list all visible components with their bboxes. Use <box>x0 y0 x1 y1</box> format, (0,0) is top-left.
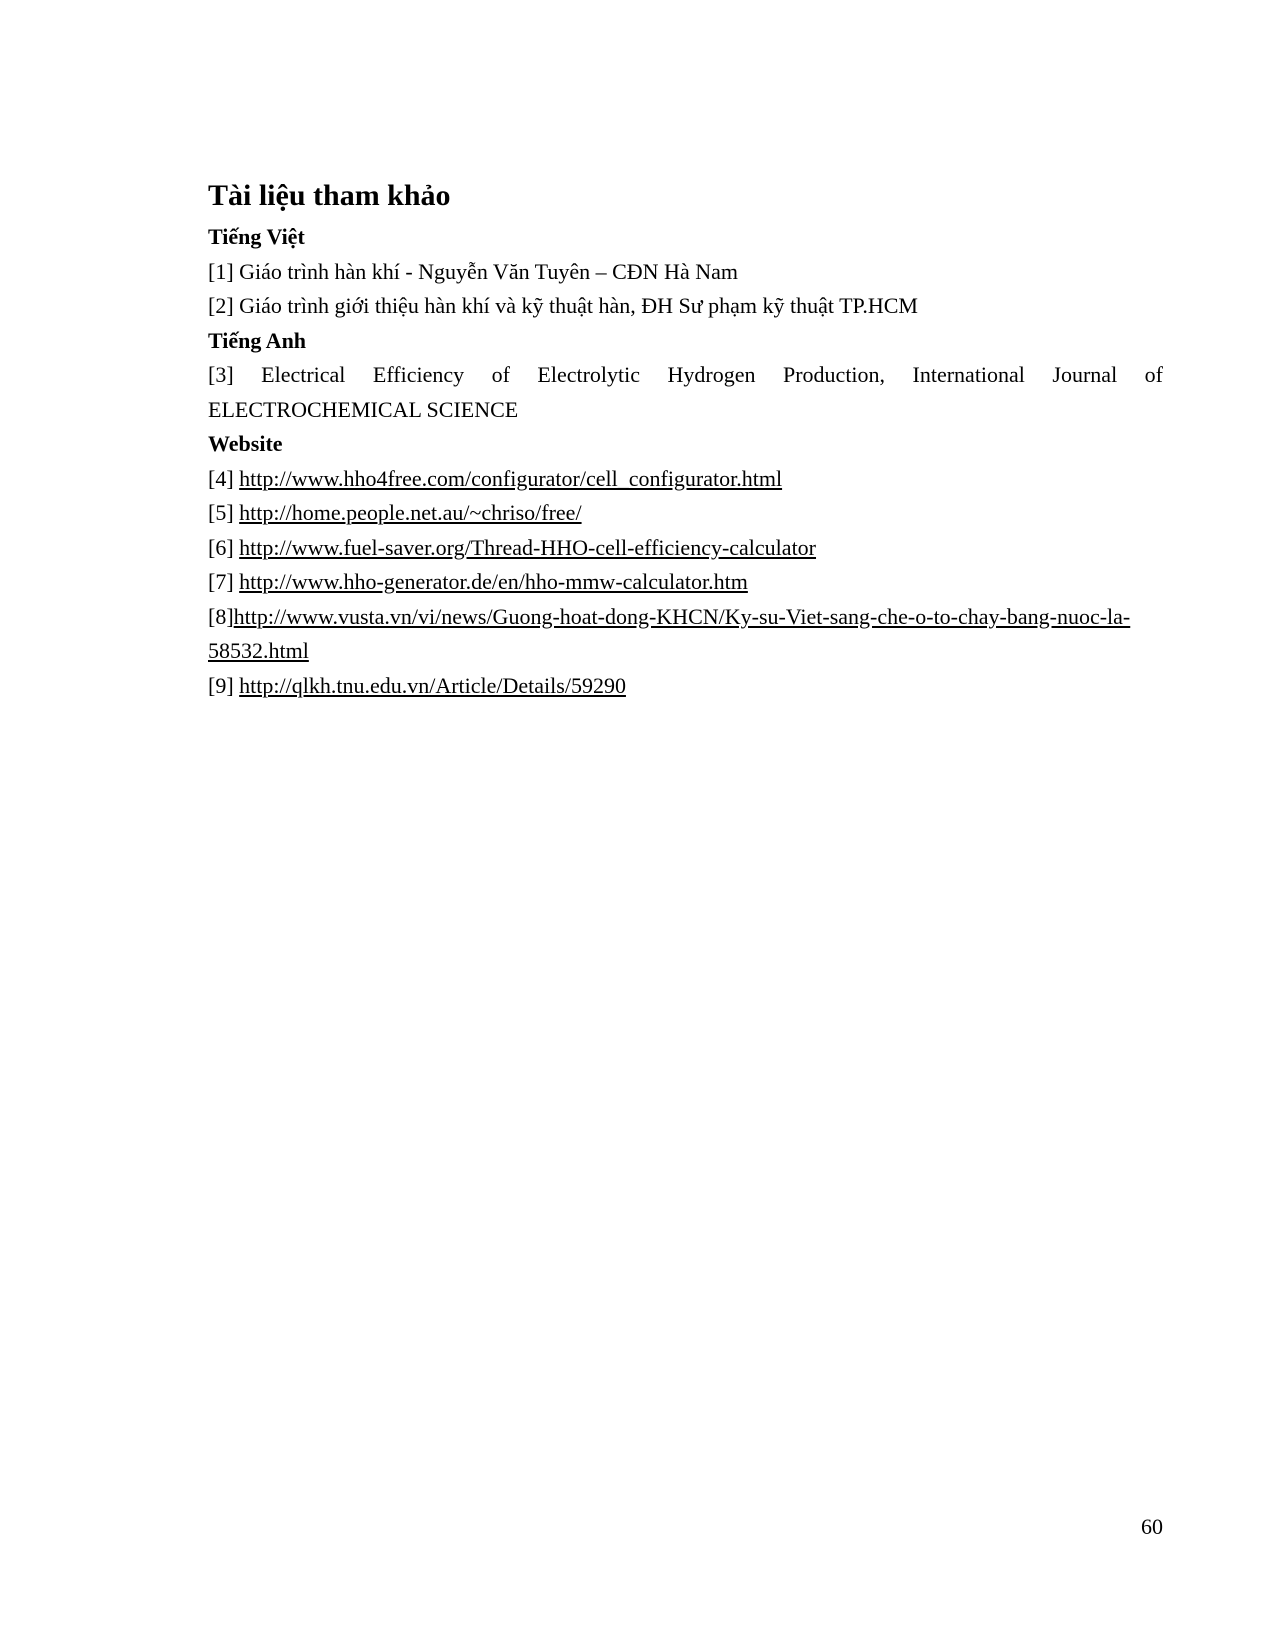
reference-link[interactable]: http://www.hho-generator.de/en/hho-mmw-calculator.htm <box>239 569 748 594</box>
reference-link[interactable]: http://home.people.net.au/~chriso/free/ <box>239 500 582 525</box>
reference-item-1: [1] Giáo trình hàn khí - Nguyễn Văn Tuyên – CĐN Hà Nam <box>208 258 738 284</box>
section-heading-vietnamese: Tiếng Việt <box>208 224 305 249</box>
page-number: 60 <box>1141 1514 1163 1539</box>
reference-number: [8] <box>208 603 234 629</box>
reference-item-4 <box>208 462 1163 497</box>
reference-item-9 <box>208 669 1163 704</box>
reference-number: [9] <box>208 672 240 698</box>
reference-number: [4] <box>208 465 240 491</box>
reference-link[interactable]: http://www.fuel-saver.org/Thread-HHO-cell-efficiency-calculator <box>239 534 817 560</box>
reference-item-5 <box>208 496 1163 531</box>
reference-item-7 <box>208 565 1163 600</box>
reference-number: [7] <box>208 569 240 594</box>
reference-item-8 <box>208 600 1163 669</box>
section-heading-english: Tiếng Anh <box>208 327 307 353</box>
references-content <box>208 176 1163 703</box>
reference-item-2: [2] Giáo trình giới thiệu hàn khí và kỹ thuật hàn, ĐH Sư phạm kỹ thuật TP.HCM <box>208 293 918 318</box>
reference-link[interactable]: http://www.hho4free.com/configurator/cell_configurator.html <box>239 465 783 491</box>
reference-number: [6] <box>208 534 240 560</box>
reference-link[interactable]: http://qlkh.tnu.edu.vn/Article/Details/59290 <box>239 672 626 698</box>
page-title: Tài liệu tham khảo <box>208 179 451 212</box>
reference-number: [5] <box>208 500 240 525</box>
reference-item-3: [3] Electrical Efficiency of Electrolytic Hydrogen Production, International Journal of ELECTROCHEMICAL SCIENCE <box>208 362 1163 422</box>
reference-link[interactable]: http://www.vusta.vn/vi/news/Guong-hoat-dong-KHCN/Ky-su-Viet-sang-che-o-to-chay-bang-nuoc-la-58532.html <box>208 603 1131 663</box>
reference-item-6 <box>208 531 1163 566</box>
section-heading-website: Website <box>208 431 283 456</box>
